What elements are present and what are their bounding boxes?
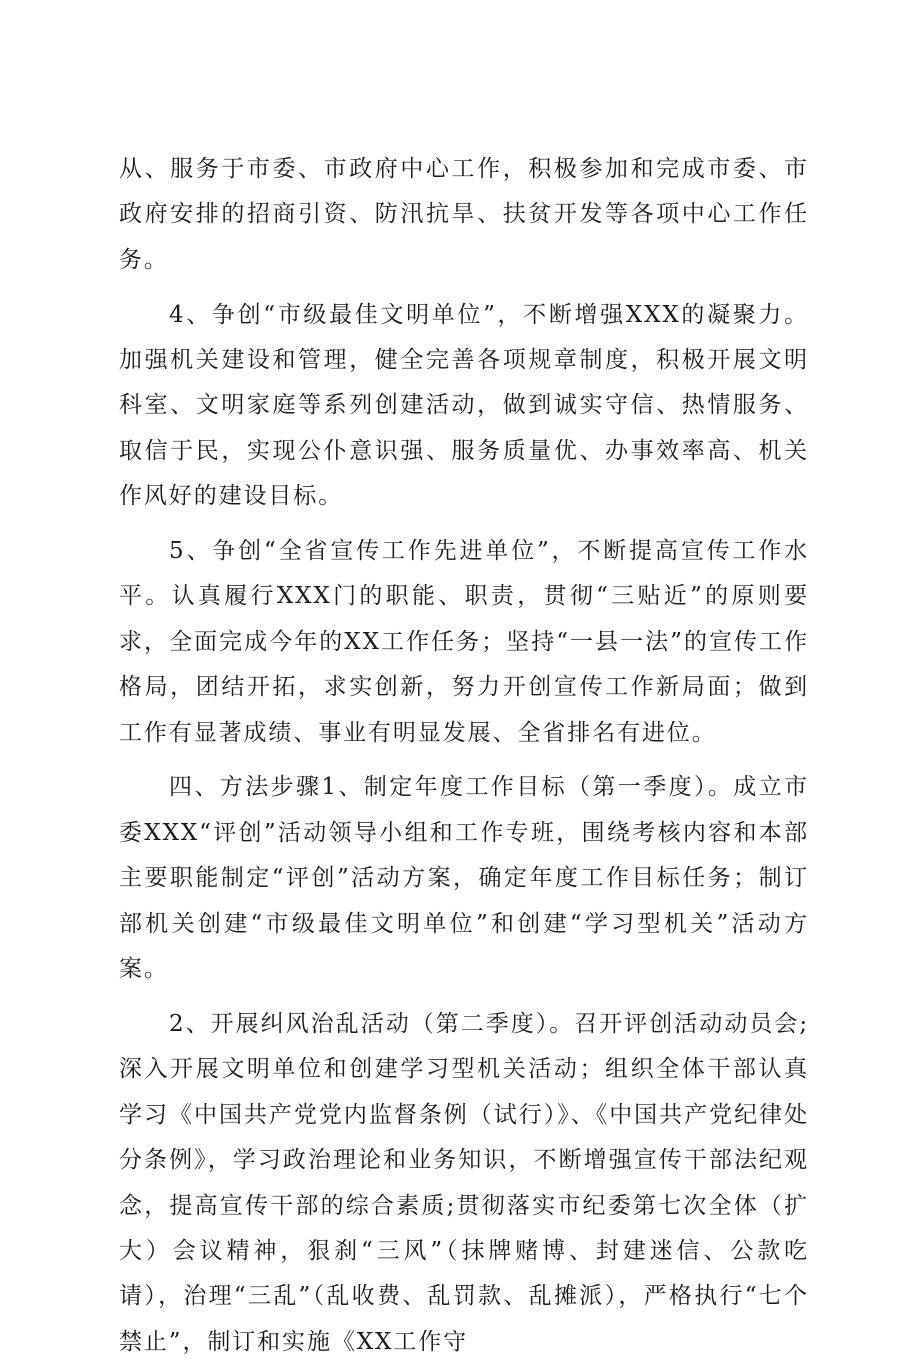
paragraph-methods-step-2: 2、开展纠风治乱活动（第二季度）。召开评创活动动员会;深入开展文明单位和创建学习型机关活动；组织全体干部认真学习《中国共产党党内监督条例（试行）》、《中国共产党纪律处分条例》，学习政治理论和业务知识，不断增强宣传干部法纪观念，提高宣传干部的综合素质;贯彻落实市纪委第七次全体（扩大）会议精神，狠刹“三风”（抹牌赌博、封建迷信、公款吃请），治理“三乱”（乱收费、乱罚款、乱摊派），严格执行“七个禁止”，制订和实施《XX工作守 bbox=[119, 1010, 809, 1355]
paragraph-item-4: 4、争创“市级最佳文明单位”，不断增强XXX的凝聚力。加强机关建设和管理，健全完善各项规章制度，积极开展文明科室、文明家庭等系列创建活动，做到诚实守信、热情服务、取信于民，实现公仆意识强、服务质量优、办事效率高、机关作风好的建设目标。 bbox=[119, 301, 809, 510]
paragraph-item-5: 5、争创“全省宣传工作先进单位”，不断提高宣传工作水平。认真履行XXX门的职能、职责，贯彻“三贴近”的原则要求，全面完成今年的XX工作任务；坚持“一县一法”的宣传工作格局，团结开拓，求实创新，努力开创宣传工作新局面；做到工作有显著成绩、事业有明显发展、全省排名有进位。 bbox=[119, 538, 809, 746]
document-body bbox=[119, 147, 809, 1365]
paragraph-methods-step-1: 四、方法步骤1、制定年度工作目标（第一季度）。成立市委XXX“评创”活动领导小组和工作专班，围绕考核内容和本部主要职能制定“评创”活动方案，确定年度工作目标任务；制订部机关创建“市级最佳文明单位”和创建“学习型机关”活动方案。 bbox=[119, 774, 809, 983]
paragraph-continuation: 从、服务于市委、市政府中心工作，积极参加和完成市委、市政府安排的招商引资、防汛抗旱、扶贫开发等各项中心工作任务。 bbox=[119, 156, 809, 273]
